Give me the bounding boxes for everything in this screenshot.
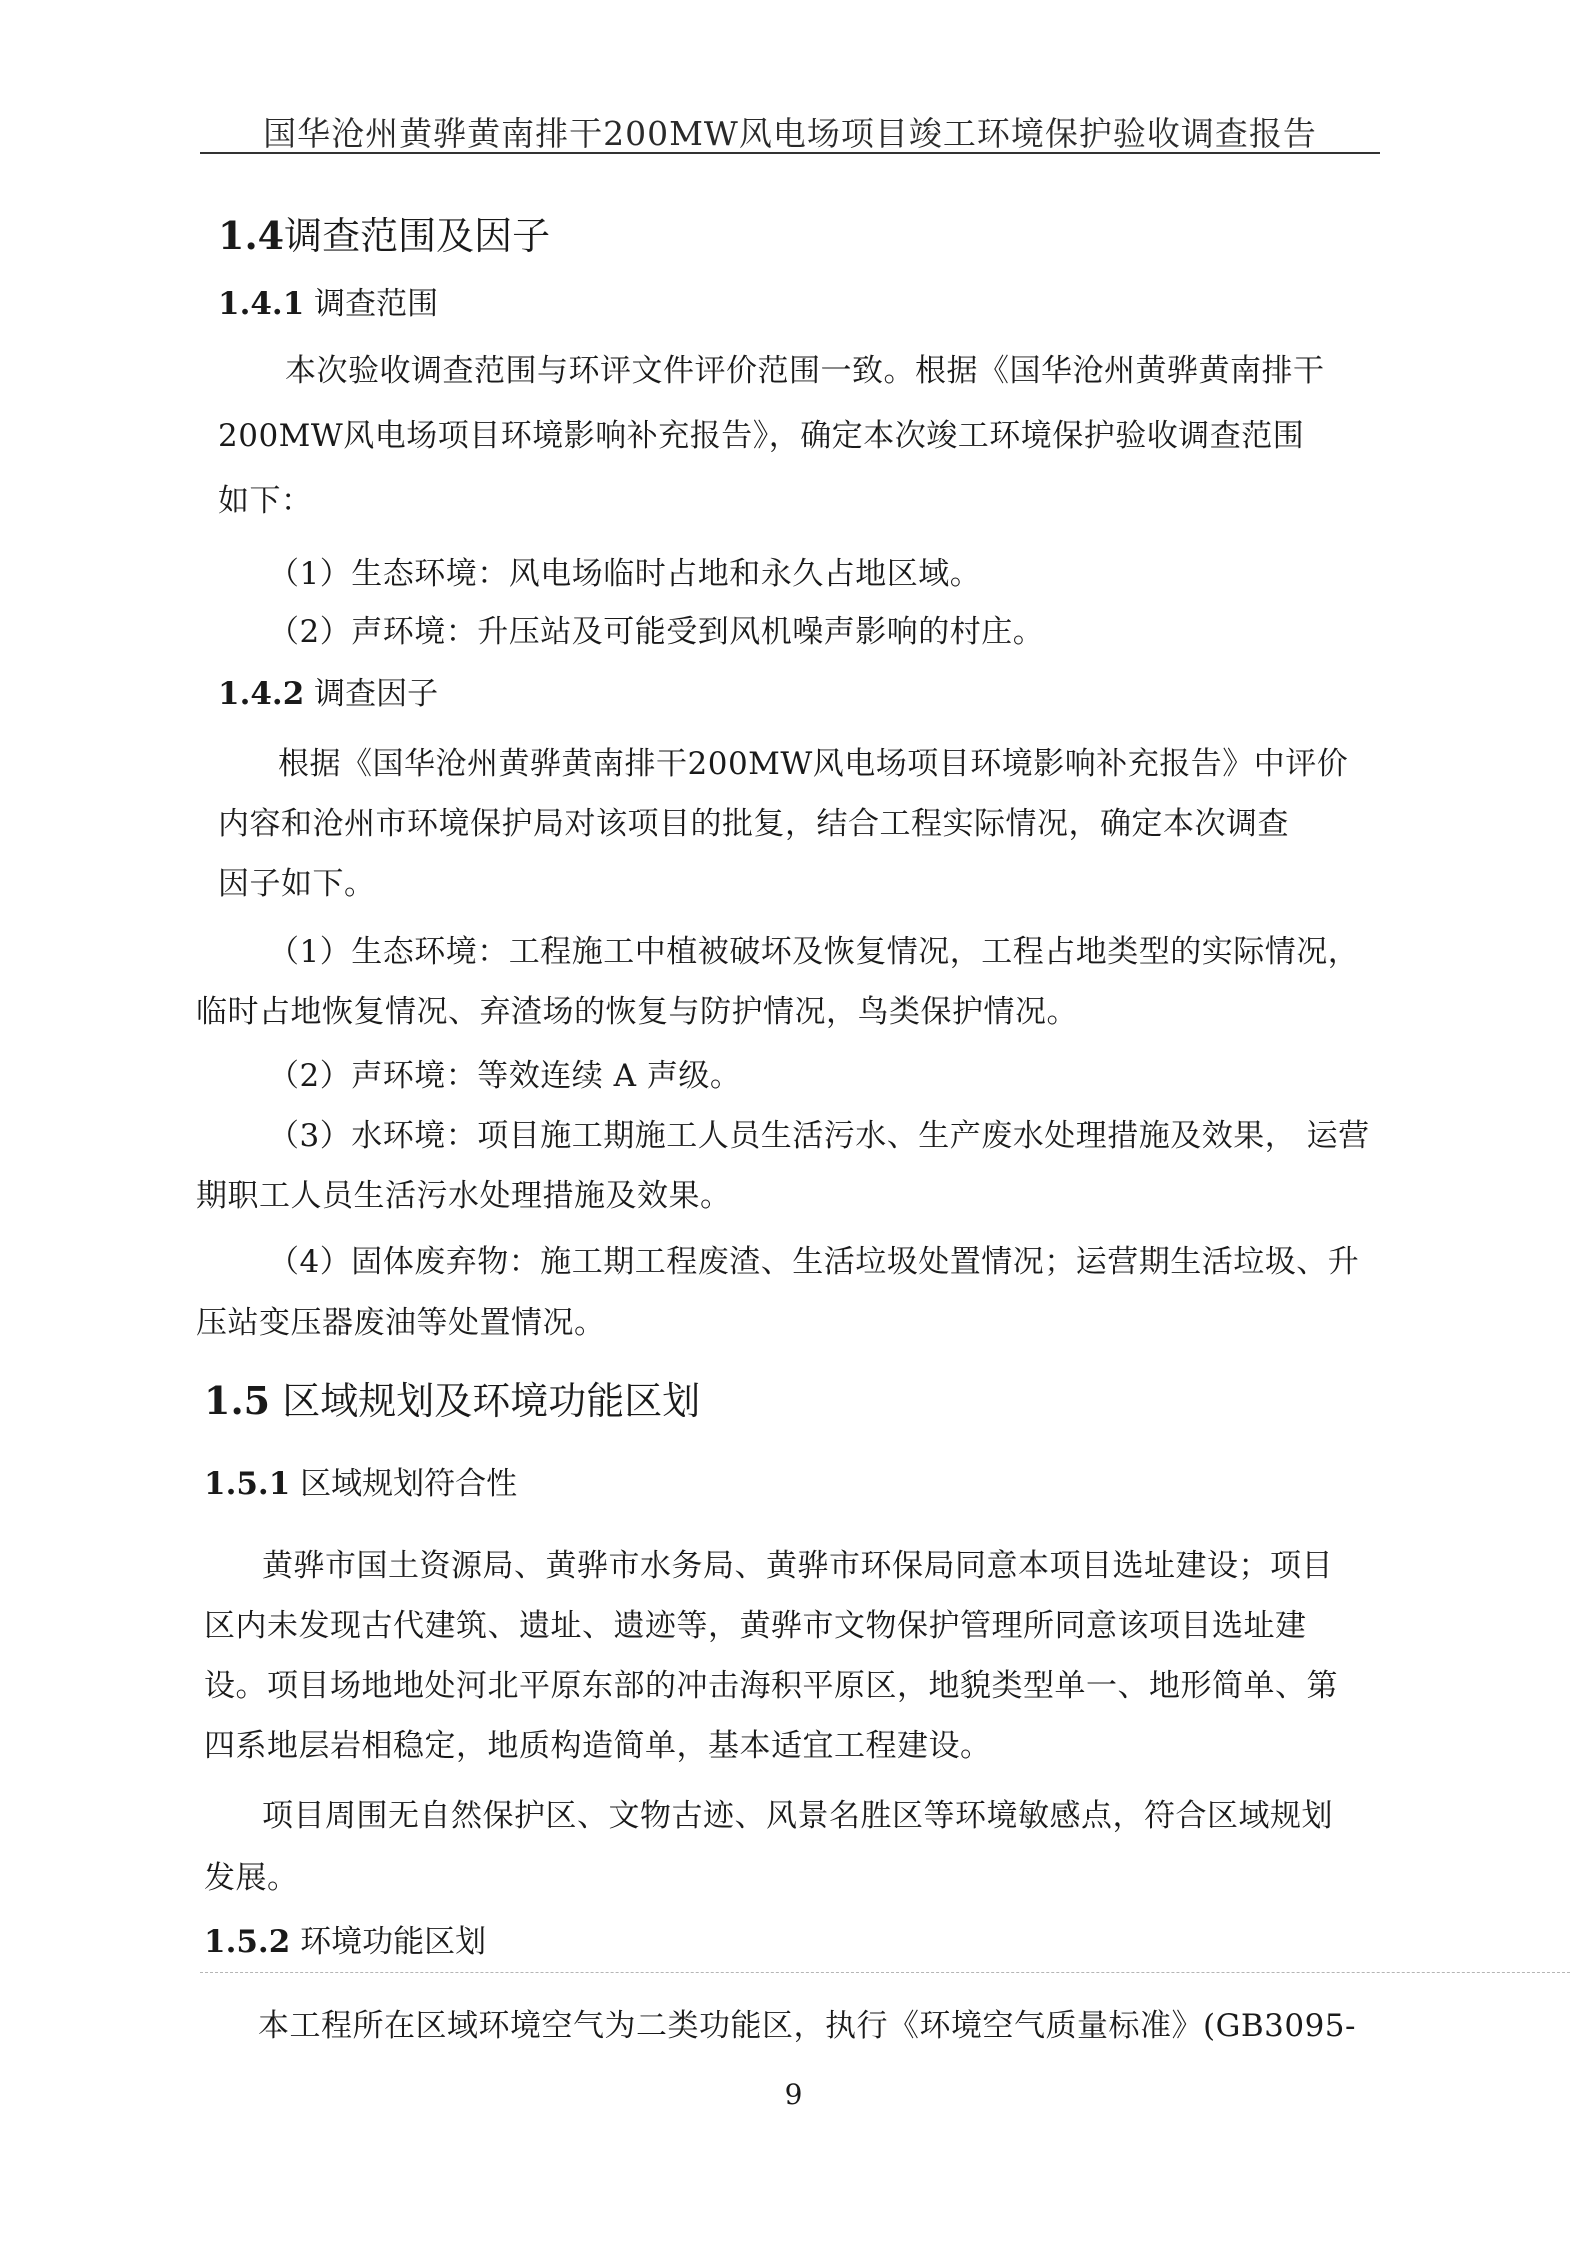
paragraph-line: 如下： xyxy=(218,483,313,519)
subsection-heading-1-5-2 xyxy=(204,1916,486,1961)
list-item: （1）生态环境：工程施工中植被破坏及恢复情况，工程占地类型的实际情况， xyxy=(268,934,1360,970)
list-item: （2）声环境：等效连续 A 声级。 xyxy=(268,1058,742,1094)
paragraph-line: 四系地层岩相稳定，地质构造简单，基本适宜工程建设。 xyxy=(204,1728,992,1764)
section-title: 调查范围及因子 xyxy=(284,214,551,258)
paragraph-line: 本工程所在区域环境空气为二类功能区，执行《环境空气质量标准》(GB3095- xyxy=(258,2008,1357,2044)
list-item: （1）生态环境：风电场临时占地和永久占地区域。 xyxy=(268,556,982,592)
list-item: （3）水环境：项目施工期施工人员生活污水、生产废水处理措施及效果， 运营 xyxy=(268,1118,1370,1154)
section-heading-1-4 xyxy=(218,205,550,260)
subsection-number: 1.5.1 xyxy=(204,1466,291,1502)
paragraph-line: 发展。 xyxy=(204,1860,299,1896)
subsection-title: 区域规划符合性 xyxy=(300,1466,518,1502)
section-number: 1.4 xyxy=(218,213,285,258)
subsection-heading-1-4-2 xyxy=(218,668,438,713)
subsection-title: 调查因子 xyxy=(314,676,439,712)
section-title: 区域规划及环境功能区划 xyxy=(282,1379,701,1423)
section-number: 1.5 xyxy=(204,1378,271,1423)
list-item: 期职工人员生活污水处理措施及效果。 xyxy=(196,1178,732,1214)
paragraph-line: 因子如下。 xyxy=(218,866,376,902)
list-item: 临时占地恢复情况、弃渣场的恢复与防护情况，鸟类保护情况。 xyxy=(196,994,1078,1030)
subsection-heading-1-4-1 xyxy=(218,278,438,323)
list-item: （4）固体废弃物：施工期工程废渣、生活垃圾处置情况；运营期生活垃圾、升 xyxy=(268,1244,1360,1280)
subsection-heading-1-5-1 xyxy=(204,1458,517,1503)
scan-artifact-line xyxy=(200,1972,1570,1973)
list-item: （2）声环境：升压站及可能受到风机噪声影响的村庄。 xyxy=(268,614,1045,650)
subsection-number: 1.4.2 xyxy=(218,676,305,712)
subsection-title: 调查范围 xyxy=(314,286,439,322)
paragraph-line: 黄骅市国土资源局、黄骅市水务局、黄骅市环保局同意本项目选址建设；项目 xyxy=(262,1548,1333,1584)
list-item: 压站变压器废油等处置情况。 xyxy=(196,1305,606,1341)
paragraph-line: 设。项目场地地处河北平原东部的冲击海积平原区，地貌类型单一、地形简单、第 xyxy=(204,1668,1338,1704)
paragraph-line: 内容和沧州市环境保护局对该项目的批复，结合工程实际情况，确定本次调查 xyxy=(218,806,1289,842)
paragraph-line: 项目周围无自然保护区、文物古迹、风景名胜区等环境敏感点，符合区域规划 xyxy=(262,1798,1333,1834)
section-heading-1-5 xyxy=(204,1370,700,1425)
header-rule xyxy=(200,152,1380,154)
subsection-number: 1.4.1 xyxy=(218,286,305,322)
subsection-title: 环境功能区划 xyxy=(300,1924,487,1960)
subsection-number: 1.5.2 xyxy=(204,1924,291,1960)
paragraph-line: 区内未发现古代建筑、遗址、遗迹等，黄骅市文物保护管理所同意该项目选址建 xyxy=(204,1608,1307,1644)
paragraph-line: 根据《国华沧州黄骅黄南排干200MW风电场项目环境影响补充报告》中评价 xyxy=(278,746,1349,782)
running-header: 国华沧州黄骅黄南排干200MW风电场项目竣工环境保护验收调查报告 xyxy=(263,114,1317,153)
paragraph-line: 本次验收调查范围与环评文件评价范围一致。根据《国华沧州黄骅黄南排干 xyxy=(285,353,1325,389)
page-number: 9 xyxy=(784,2078,803,2111)
paragraph-line: 200MW风电场项目环境影响补充报告》，确定本次竣工环境保护验收调查范围 xyxy=(218,418,1305,454)
